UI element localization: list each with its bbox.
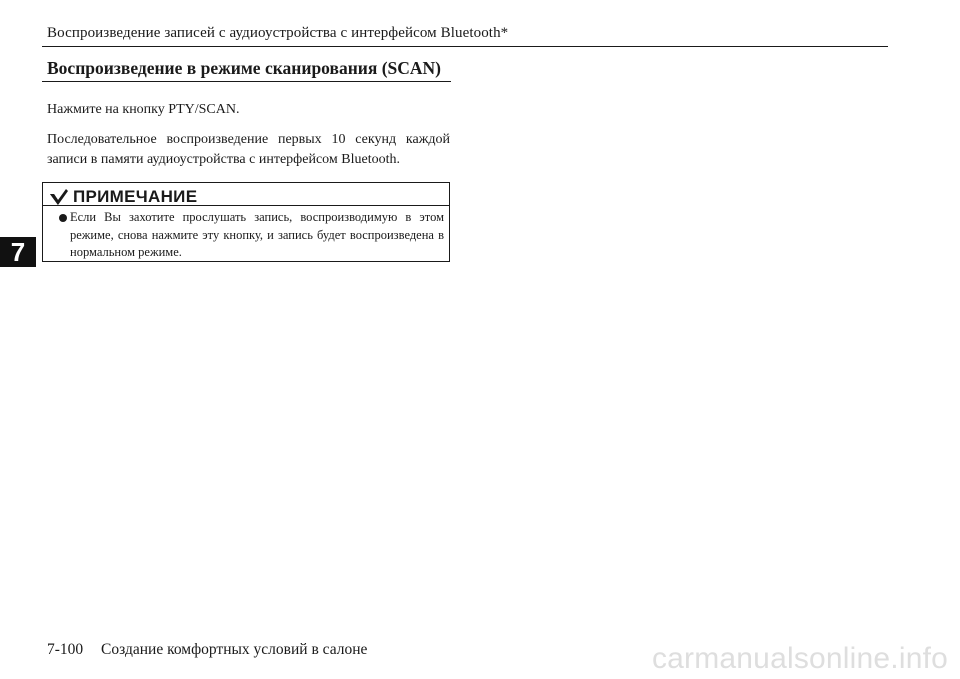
note-item: Если Вы захотите прослушать запись, воспроизводимую в этом режиме, снова нажмите эту кнопку, и запись будет воспроизведена в нормальном режиме. <box>70 210 444 259</box>
watermark: carmanualsonline.info <box>651 642 948 675</box>
note-rule <box>43 205 449 206</box>
check-note-icon <box>49 188 69 206</box>
section-rule <box>42 81 451 82</box>
running-header: Воспроизведение записей с аудиоустройства с интерфейсом Bluetooth* <box>47 25 509 41</box>
description-paragraph <box>47 130 450 170</box>
instruction-paragraph: Нажмите на кнопку PTY/SCAN. <box>47 102 240 117</box>
page-footer <box>47 641 367 659</box>
chapter-title: Создание комфортных условий в салоне <box>101 641 368 658</box>
description-line-2: записи в памяти аудиоустройства с интерфейсом Bluetooth. <box>47 152 400 167</box>
note-box <box>42 182 450 262</box>
page-number: 7-100 <box>47 641 84 658</box>
section-heading: Воспроизведение в режиме сканирования (SCAN) <box>47 58 442 78</box>
note-title: ПРИМЕЧАНИЕ <box>73 187 198 206</box>
bullet-icon <box>59 214 67 222</box>
chapter-tab: 7 <box>0 237 36 267</box>
header-rule <box>42 46 888 47</box>
description-line-1: Последовательное воспроизведение первых 10 секунд каждой <box>47 132 450 147</box>
